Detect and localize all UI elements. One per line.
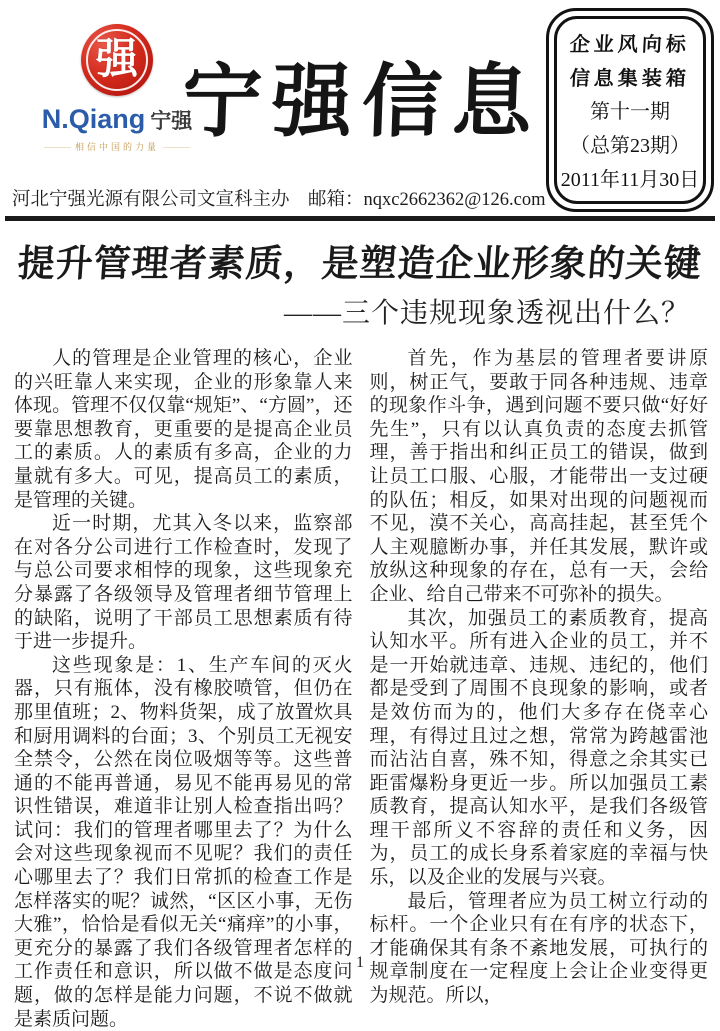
seal-logo-icon <box>81 24 153 96</box>
divider-rule <box>5 216 715 221</box>
issue-slogan-1: 企业风向标 <box>569 33 691 56</box>
issue-number: 第十一期 <box>590 101 670 124</box>
brand-name-cn: 宁强 <box>150 109 193 133</box>
right-column <box>370 347 709 1031</box>
issue-slogan-2: 信息集装箱 <box>569 67 691 90</box>
paragraph: 首先，作为基层的管理者要讲原则，树正气，要敢于同各种违规、违章的现象作斗争，遇到问题不要只做“好好先生”，只有以认真负责的态度去抓管理，善于指出和纠正员工的错误，做到让员工口服、心服，才能带出一支过硬的队伍；相反，如果对出现的问题视而不见，漠不关心，高高挂起，甚至凭个人主观臆断办事，并任其发展，默许或放纵这种现象的存在，总有一天，会给企业、给自己带来不可弥补的损失。 <box>369 348 708 605</box>
seal-ring <box>86 29 148 91</box>
issue-date: 2011年11月30日 <box>560 169 700 192</box>
article-subtitle: ——三个违规现象透视出什么？ <box>283 298 690 329</box>
paragraph: 这些现象是：1、生产车间的灭火器，只有瓶体，没有橡胶喷管，但仍在那里值班；2、物料货架，成了放置炊具和厨用调料的台面；3、个别员工无视安全禁令，公然在岗位吸烟等等。这些普通的不能再普通，易见不能再易见的常识性错误，难道非让别人检查指出吗？试问：我们的管理者哪里去了？为什么会对这些现象视而不见呢？我们的责任心哪里去了？我们日常抓的检查工作是怎样落实的呢？诚然，“区区小事，无伤大雅”，恰恰是看似无关“痛痒”的小事，更充分的暴露了我们各级管理者怎样的工作责任和意识，所以做不做是态度问题，做的怎样是能力问题，不说不做就是素质问题。 <box>14 654 353 1030</box>
seal-character: 强 <box>95 37 138 83</box>
newsletter-title: 宁强信息 <box>180 59 544 147</box>
brand-name-en: N.Qiang <box>41 104 146 134</box>
paragraph: 最后，管理者应为员工树立行动的标杆。一个企业只有在有序的状态下，才能确保其有条不紊地发展，可执行的规章制度在一定程度上会让企业变得更为规范。所以， <box>369 890 708 1007</box>
article-headline: 提升管理者素质，是塑造企业形象的关键 <box>16 244 704 285</box>
brand-tagline: ——— 相信中国的力量 ——— <box>32 140 202 153</box>
article-body <box>14 347 708 1031</box>
paragraph: 近一时期，尤其入冬以来，监察部在对各分公司进行工作检查时，发现了与总公司要求相悖的现象，这些现象充分暴露了各级领导及管理者细节管理上的缺陷，说明了干部员工思想素质有待于进一步提升。 <box>14 513 353 653</box>
issue-info-box <box>546 8 714 212</box>
issue-total-number: （总第23期） <box>570 135 690 158</box>
paragraph: 其次，加强员工的素质教育，提高认知水平。所有进入企业的员工，并不是一开始就违章、违规、违纪的，他们都是受到了周围不良现象的影响，或者是效仿而为的，他们大多存在侥幸心理，有得过且过之想，常常为跨越雷池而沾沾自喜，殊不知，得意之余其实已距雷爆粉身更近一步。所以加强员工素质教育，提高认知水平，是我们各级管理干部所义不容辞的责任和义务，因为，员工的成长身系着家庭的幸福与快乐，以及企业的发展与兴衰。 <box>369 607 708 889</box>
publisher-line: 河北宁强光源有限公司文宣科主办 邮箱：nqxc2662362@126.com <box>12 190 546 210</box>
paragraph: 人的管理是企业管理的核心，企业的兴旺靠人来实现，企业的形象靠人来体现。管理不仅仅靠“规矩”、“方圆”，还要靠思想教育，更重要的是提高企业员工的素质。人的素质有多高，企业的力量就有多大。可见，提高员工的素质，是管理的关键。 <box>14 348 353 511</box>
left-column <box>14 347 353 1031</box>
page-number: 1 <box>356 954 364 971</box>
issue-info-inner <box>554 16 706 204</box>
